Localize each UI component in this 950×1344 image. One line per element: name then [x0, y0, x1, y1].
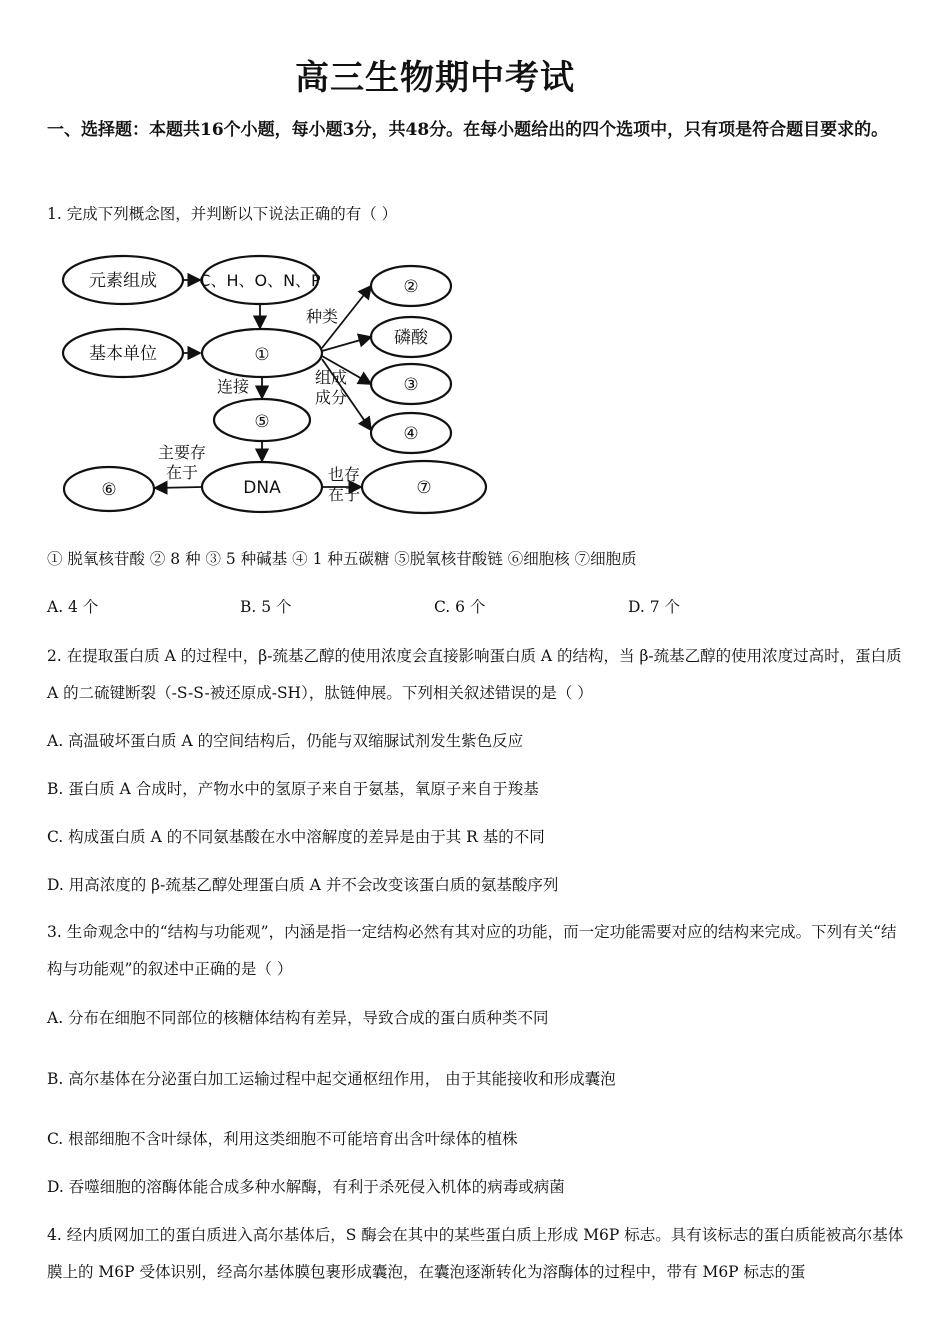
concept-map	[50, 250, 500, 525]
question-1-legend: ① 脱氧核苷酸 ② 8 种 ③ 5 种碱基 ④ 1 种五碳糖 ⑤脱氧核苷酸链 ⑥细胞核 ⑦细胞质	[47, 550, 637, 568]
question-2-stem: 2. 在提取蛋白质 A 的过程中，β-巯基乙醇的使用浓度会直接影响蛋白质 A 的结构，当 β-巯基乙醇的使用浓度过高时，蛋白质 A 的二硫键断裂（-S-S-被还原成-SH），肽链伸展。下列相关叙述错误的是（ ）	[47, 647, 902, 702]
label-n3: ③	[403, 375, 419, 395]
q1-option-d: D. 7 个	[628, 598, 681, 616]
q3-option-d: D. 吞噬细胞的溶酶体能合成多种水解酶，有利于杀死侵入机体的病毒或病菌	[47, 1178, 565, 1196]
label-basic-unit: 基本单位	[89, 344, 157, 364]
label-n1: ①	[254, 345, 270, 365]
label-phosphate: 磷酸	[394, 328, 428, 348]
question-4-stem: 4. 经内质网加工的蛋白质进入高尔基体后，S 酶会在其中的某些蛋白质上形成 M6P 标志。具有该标志的蛋白质能被高尔基体膜上的 M6P 受体识别，经高尔基体膜包裹形成囊泡，在囊泡逐渐转化为溶酶体的过程中，带有 M6P 标志的蛋	[47, 1226, 904, 1281]
label-dna: DNA	[243, 478, 281, 498]
q1-option-c: C. 6 个	[434, 598, 486, 616]
q1-option-b: B. 5 个	[240, 598, 292, 616]
q3-option-c: C. 根部细胞不含叶绿体，利用这类细胞不可能培育出含叶绿体的植株	[47, 1130, 518, 1148]
label-mainly-1: 主要存	[157, 443, 207, 462]
question-1-stem: 1. 完成下列概念图，并判断以下说法正确的有（ ）	[47, 205, 398, 223]
label-element-composition: 元素组成	[89, 271, 157, 291]
q2-option-b: B. 蛋白质 A 合成时，产物水中的氢原子来自于氨基，氧原子来自于羧基	[47, 780, 539, 798]
label-n2: ②	[403, 277, 419, 297]
label-n4: ④	[403, 424, 419, 444]
label-n7: ⑦	[416, 478, 432, 498]
label-kind: 种类	[305, 307, 339, 326]
label-n6: ⑥	[101, 480, 117, 500]
q1-option-a: A. 4 个	[47, 598, 99, 616]
label-also-1: 也存	[327, 465, 361, 484]
question-3-stem: 3. 生命观念中的“结构与功能观”，内涵是指一定结构必然有其对应的功能，而一定功能需要对应的结构来完成。下列有关“结构与功能观”的叙述中正确的是（ ）	[47, 923, 897, 978]
label-connect: 连接	[216, 377, 250, 396]
label-component-2: 成分	[314, 388, 348, 407]
label-elements: C、H、O、N、P	[199, 271, 321, 290]
page-title: 高三生物期中考试	[295, 58, 575, 98]
label-component-1: 组成	[314, 368, 348, 387]
q3-option-b: B. 高尔基体在分泌蛋白加工运输过程中起交通枢纽作用， 由于其能接收和形成囊泡	[47, 1070, 616, 1088]
q3-option-a: A. 分布在细胞不同部位的核糖体结构有差异，导致合成的蛋白质种类不同	[47, 1009, 549, 1027]
label-also-2: 在于	[327, 485, 361, 504]
q2-option-d: D. 用高浓度的 β-巯基乙醇处理蛋白质 A 并不会改变该蛋白质的氨基酸序列	[47, 876, 559, 894]
q2-option-a: A. 高温破坏蛋白质 A 的空间结构后，仍能与双缩脲试剂发生紫色反应	[47, 732, 524, 750]
q2-option-c: C. 构成蛋白质 A 的不同氨基酸在水中溶解度的差异是由于其 R 基的不同	[47, 828, 545, 846]
label-mainly-2: 在于	[165, 463, 199, 482]
label-n5: ⑤	[254, 412, 270, 432]
section-heading: 一、选择题：本题共16个小题，每小题3分，共48分。在每小题给出的四个选项中，只有项是符合题目要求的。	[47, 120, 889, 140]
